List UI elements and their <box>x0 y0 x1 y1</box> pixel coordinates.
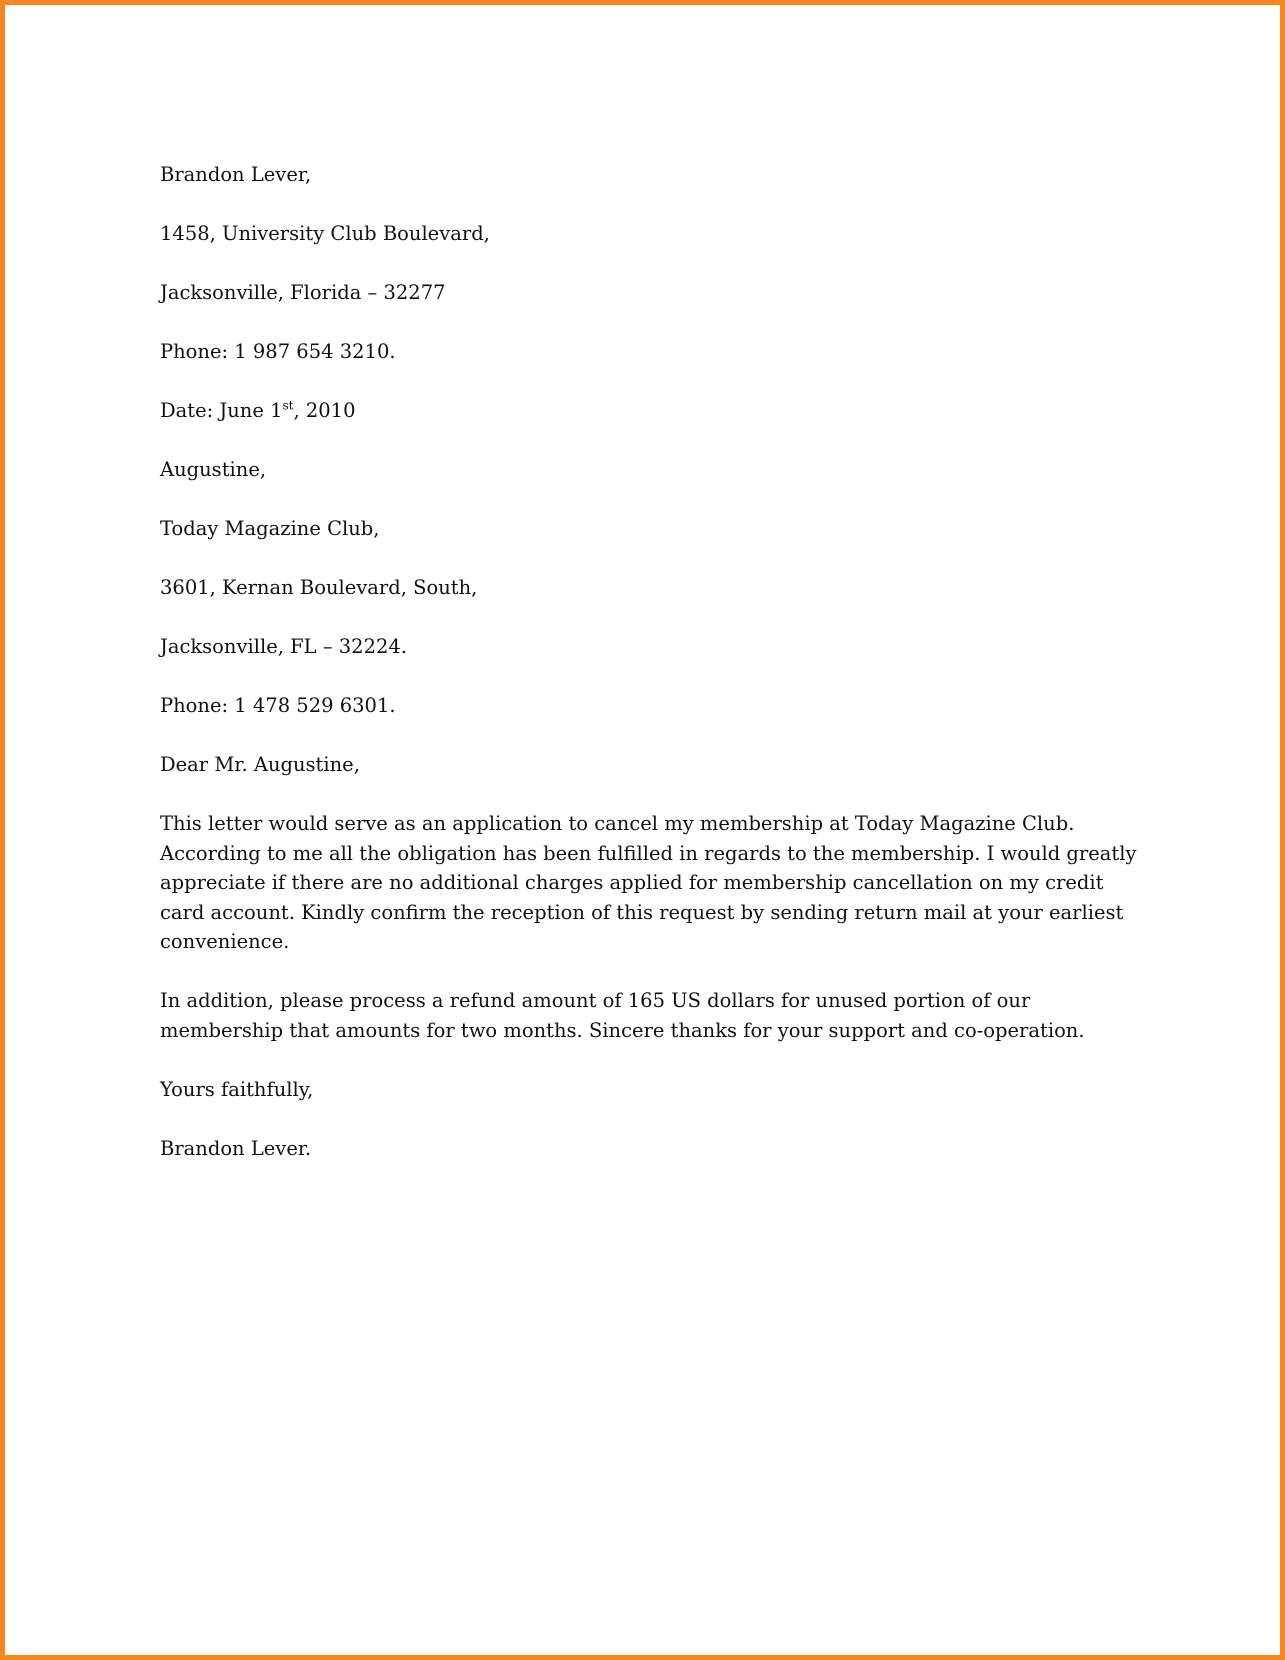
recipient-city: Jacksonville, FL – 32224. <box>160 635 408 658</box>
closing: Yours faithfully, <box>160 1077 314 1101</box>
sender-street: 1458, University Club Boulevard, <box>160 222 490 245</box>
date-prefix: Date: June 1 <box>160 399 283 422</box>
sender-name: Brandon Lever, <box>160 163 312 186</box>
salutation: Dear Mr. Augustine, <box>160 753 360 776</box>
sender-city: Jacksonville, Florida – 32277 <box>160 281 446 304</box>
recipient-street: 3601, Kernan Boulevard, South, <box>160 576 478 599</box>
recipient-phone: Phone: 1 478 529 6301. <box>160 694 396 717</box>
recipient-name: Augustine, <box>160 458 267 481</box>
sender-phone: Phone: 1 987 654 3210. <box>160 340 396 363</box>
signature: Brandon Lever. <box>160 1136 312 1160</box>
date-ordinal: st <box>282 398 294 413</box>
body-paragraph-2: In addition, please process a refund amount of 165 US dollars for unused portion of our membership that amounts for two months. Sincere thanks for your support and co-operation. <box>160 989 1085 1042</box>
date-suffix: , 2010 <box>293 399 356 422</box>
body-paragraph-1: This letter would serve as an application to cancel my membership at Today Magazine Club. According to me all the obligation has been fulfilled in regards to the membership. I would greatly appreciate if there are no additional charges applied for membership cancellation on my credit card account. Kindly confirm the reception of this request by sending return mail at your earliest convenience. <box>160 812 1137 953</box>
letter-body <box>160 160 1150 1193</box>
recipient-organization: Today Magazine Club, <box>160 517 380 540</box>
letter-date <box>160 396 1150 426</box>
